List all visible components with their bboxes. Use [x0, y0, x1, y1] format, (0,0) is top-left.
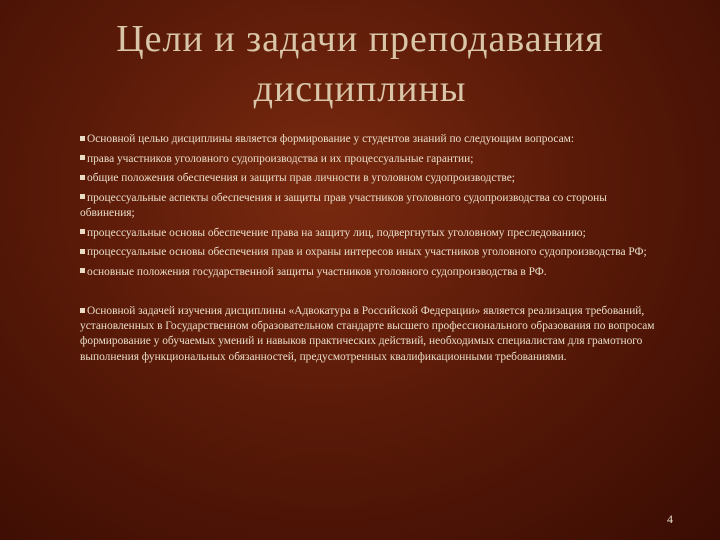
bullet-icon: [80, 268, 85, 273]
bullet-icon: [80, 175, 85, 180]
bullet-icon: [80, 229, 85, 234]
goals-lead-text: Основной целью дисциплины является формирование у студентов знаний по следующим вопросам:: [87, 133, 575, 145]
goal-item-text: права участников уголовного судопроизводства и их процессуальные гарантии;: [87, 152, 474, 165]
bullet-icon: [80, 155, 85, 160]
slide-title-line-2: дисциплины: [253, 68, 467, 110]
goal-item: [80, 191, 660, 222]
goal-item-text: общие положения обеспечения и защиты прав личности в уголовном судопроизводстве;: [87, 172, 515, 184]
bullet-icon: [80, 194, 85, 199]
page-number: 4: [667, 512, 673, 526]
task-text: Основной задачей изучения дисциплины «Адвокатура в Российской Федерации» является реализация требований, установленных в Государственном образовательном стандарте высшего профессионального образования по вопросам формирование у обучаемых умений и навыков практических действий, необходимых специалистам для грамотного выполнения функциональных обязанностей, предусмотренных квалификационными требованиями.: [80, 305, 655, 363]
slide-body: [80, 132, 660, 369]
goal-item: [80, 245, 660, 261]
goals-lead: [80, 132, 660, 148]
goal-item-text: основные положения государственной защиты участников уголовного судопроизводства в РФ.: [87, 265, 547, 278]
goal-item-text: процессуальные основы обеспечение права на защиту лиц, подвергнутых уголовному преследованию;: [87, 226, 586, 239]
slide-title: [0, 14, 720, 114]
goal-item-text: процессуальные основы обеспечения прав и охраны интересов иных участников уголовного судопроизводства РФ;: [87, 246, 647, 258]
goal-item: [80, 226, 660, 242]
slide-title-line-1: Цели и задачи преподавания: [116, 18, 604, 60]
goal-item: [80, 265, 660, 281]
bullet-icon: [80, 136, 85, 141]
goal-item: [80, 152, 660, 168]
goal-item-text: процессуальные аспекты обеспечения и защиты прав участников уголовного судопроизводства со стороны обвинения;: [80, 191, 607, 219]
goal-item: [80, 171, 660, 187]
bullet-icon: [80, 249, 85, 254]
bullet-icon: [80, 308, 85, 313]
section-gap: [80, 284, 660, 304]
task-paragraph: [80, 304, 660, 365]
